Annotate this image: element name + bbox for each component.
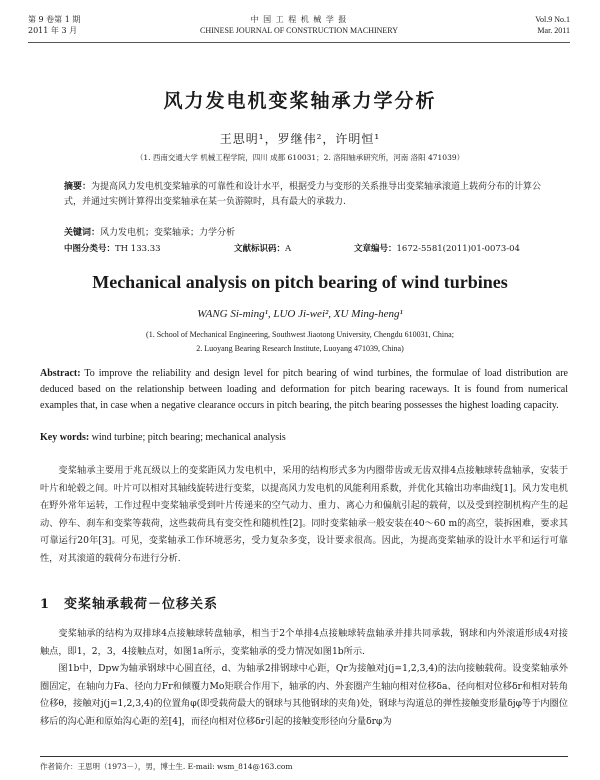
article-no-field bbox=[354, 242, 520, 254]
doc-code-value: A bbox=[285, 244, 292, 254]
journal-name-en: CHINESE JOURNAL OF CONSTRUCTION MACHINERY bbox=[200, 26, 398, 35]
abstract-en bbox=[40, 366, 568, 414]
author-footnote: 作者简介：王思明（1973－），男，博士生. E-mail: wsm_814@163.com bbox=[40, 756, 568, 772]
abstract-en-text: To improve the reliability and design level for pitch bearing of wind turbines, the formulae of load distribution are deduced based on the relationship between loading and deformation for pitch bearing raceways. It is found from numerical examples that, in case when a negative clearance occurs in pitch bearing, the pitch bearing possesses the highest loading capacity. bbox=[40, 368, 568, 411]
intro-paragraph: 变桨轴承主要用于兆瓦级以上的变桨距风力发电机中，采用的结构形式多为内圈带齿或无齿双排4点接触球转盘轴承，安装于叶片和轮毂之间。叶片可以相对其轴线旋转进行变桨，以提高风力发电机的风能利用系数，并优化其输出功率曲线[1]。风力发电机在野外常年运转，工作过程中变桨轴承受到叶片传递来的空气动力、重力、离心力和偏航引起的载荷，以及受到控制机构产生的起动、停车、刹车和变桨等载荷，这些载荷具有变交性和随机性[2]。同时变桨轴承一般安装在40～60 m的高空，装拆困难，要求其可靠运行20年[3]。可见，变桨轴承工作环境恶劣，受力复杂多变，设计要求很高。因此，为提高变桨轴承的设计水平和运行可靠性，对其滚道的载荷分布进行分析. bbox=[40, 465, 568, 564]
affiliation-cn: （1. 西南交通大学 机械工程学院，四川 成都 610031；2. 洛阳轴承研究所，河南 洛阳 471039） bbox=[135, 153, 465, 162]
keywords-cn-text: 风力发电机；变桨轴承；力学分析 bbox=[100, 228, 236, 238]
journal-name-cn: 中 国 工 程 机 械 学 报 bbox=[250, 15, 348, 24]
keywords-cn bbox=[64, 225, 544, 238]
title-en: Mechanical analysis on pitch bearing of wind turbines bbox=[92, 272, 508, 292]
header-date-en: Mar. 2011 bbox=[537, 26, 570, 35]
header-volume-en bbox=[535, 14, 570, 36]
affiliation-en-1: (1. School of Mechanical Engineering, Southwest Jiaotong University, Chengdu 610031, China; bbox=[146, 330, 454, 339]
clc-field bbox=[64, 242, 161, 254]
affiliation-en-2: 2. Luoyang Bearing Research Institute, Luoyang 471039, China) bbox=[196, 344, 404, 353]
header-date-cn: 2011 年 3 月 bbox=[28, 26, 78, 35]
doc-code-field bbox=[234, 242, 291, 254]
clc-label: 中图分类号： bbox=[64, 244, 116, 254]
article-no-value: 1672-5581(2011)01-0073-04 bbox=[396, 244, 520, 254]
section-1-paragraph-2: 图1b中，Dpw为轴承钢球中心圆直径，d、为轴承2排钢球中心距，Qr为接触对j(j=1,2,3,4)的法向接触载荷。设变桨轴承外圈固定，在轴向力Fa、径向力Fr和倾覆力Mo矩联合作用下，轴承的内、外套圈产生轴向相对位移δa、径向相对位移δr和相对转角位移θ，接触对j(j=1,2,3,4)的位置角φ(即受载荷最大的钢球与其他钢球的夹角)处，钢球与沟道总的弹性接触变形量δjφ等于内圈位移后的沟心距和原始沟心距的差[4]，而径向相对位移δr引起的接触变形径向分量δrφ为 bbox=[40, 663, 568, 727]
abstract-en-label: Abstract: bbox=[40, 368, 81, 379]
authors-cn: 王思明¹，罗继伟²，许明恒¹ bbox=[219, 132, 381, 146]
keywords-en-label: Key words: bbox=[40, 432, 90, 443]
abstract-cn bbox=[64, 180, 544, 210]
header-journal bbox=[28, 14, 570, 36]
section-1-heading: 1 变桨轴承载荷－位移关系 bbox=[40, 597, 219, 612]
authors-en: WANG Si-ming¹, LUO Ji-wei², XU Ming-heng¹ bbox=[197, 308, 403, 320]
article-no-label: 文章编号： bbox=[354, 244, 397, 254]
running-header bbox=[28, 12, 570, 43]
clc-value: TH 133.33 bbox=[115, 244, 161, 254]
section-1-paragraph-1: 变桨轴承的结构为双排球4点接触球转盘轴承，相当于2个单排4点接触球转盘轴承并排共同承载，钢球和内外滚道形成4对接触点，即1，2，3，4接触点对，如图1a所示，变桨轴承的受力情况如图1b所示. bbox=[40, 628, 568, 657]
affiliation-en bbox=[0, 328, 600, 356]
header-volume-issue: 第 9 卷第 1 期 bbox=[28, 15, 81, 24]
abstract-cn-label: 摘要： bbox=[64, 182, 92, 192]
keywords-cn-label: 关键词： bbox=[64, 228, 101, 238]
abstract-cn-text: 为提高风力发电机变桨轴承的可靠性和设计水平，根据受力与变形的关系推导出变桨轴承滚道上载荷分布的计算公式，并通过实例计算得出变桨轴承在某一负游隙时，具有最大的承载力. bbox=[64, 182, 542, 207]
title-cn: 风力发电机变桨轴承力学分析 bbox=[163, 90, 437, 112]
doc-code-label: 文献标识码： bbox=[234, 244, 286, 254]
keywords-en bbox=[40, 432, 568, 443]
header-vol-no: Vol.9 No.1 bbox=[535, 15, 570, 24]
keywords-en-text: wind turbine; pitch bearing; mechanical analysis bbox=[91, 432, 286, 443]
